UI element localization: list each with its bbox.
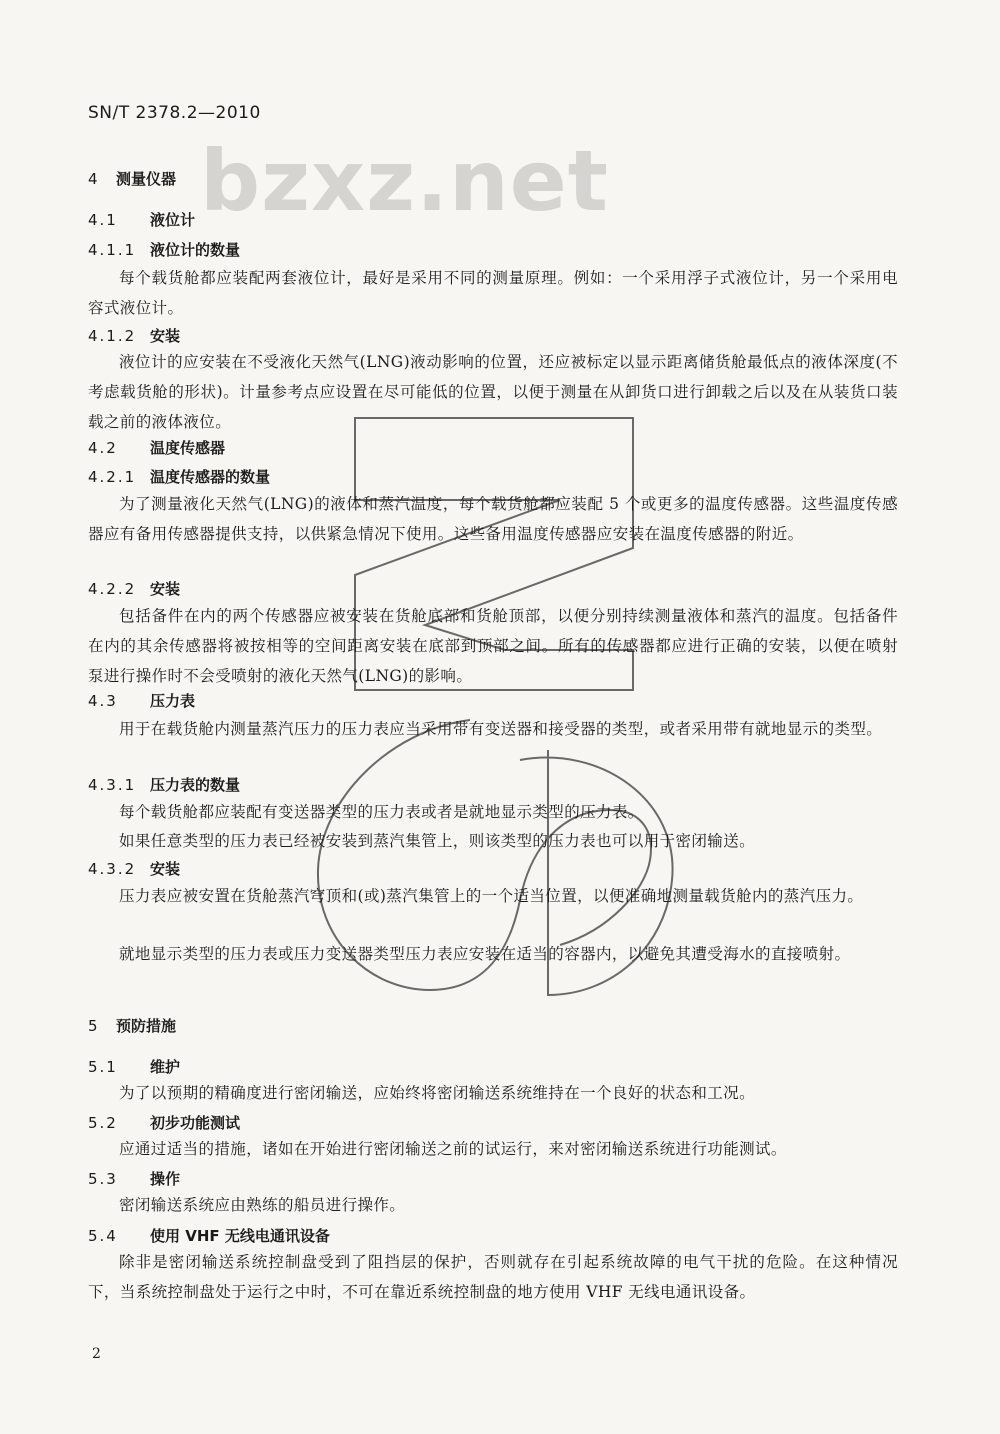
section-4-1-2-heading xyxy=(88,325,180,346)
paragraph-4-2-2: 包括备件在内的两个传感器应被安装在货舱底部和货舱顶部，以便分别持续测量液体和蒸汽的温度。包括备件在内的其余传感器将被按相等的空间距离安装在底部到顶部之间。所有的传感器都应进行正确的安装，以便在喷射泵进行操作时不会受喷射的液化天然气(LNG)的影响。 xyxy=(88,607,898,685)
paragraph-5-2: 应通过适当的措施，诸如在开始进行密闭输送之前的试运行，来对密闭输送系统进行功能测试。 xyxy=(119,1140,787,1158)
section-4-3-2-heading xyxy=(88,858,180,879)
section-number: 4.1.1 xyxy=(88,241,137,259)
section-title: 安装 xyxy=(150,860,181,878)
standard-code: SN/T 2378.2—2010 xyxy=(88,103,261,123)
paragraph-4-3-2b: 就地显示类型的压力表或压力变送器类型压力表应安装在适当的容器内，以避免其遭受海水的直接喷射。 xyxy=(119,945,851,963)
paragraph-4-1-2: 液位计的应安装在不受液化天然气(LNG)液动影响的位置，还应被标定以显示距离储货舱最低点的液体深度(不考虑载货舱的形状)。计量参考点应设置在尽可能低的位置，以便于测量在从卸货口进行卸载之后以及在从装货口装载之前的液体液位。 xyxy=(88,353,898,431)
section-number: 5.1 xyxy=(88,1058,118,1076)
section-4-1-1-heading xyxy=(88,239,240,260)
section-number: 4.3 xyxy=(88,692,118,710)
section-5-2-heading xyxy=(88,1112,240,1133)
section-4-2-heading xyxy=(88,437,225,458)
section-number: 5.4 xyxy=(88,1227,118,1245)
section-title: 温度传感器 xyxy=(150,439,226,457)
paragraph-4-3-2a: 压力表应被安置在货舱蒸汽穹顶和(或)蒸汽集管上的一个适当位置，以便准确地测量载货舱内的蒸汽压力。 xyxy=(119,887,864,905)
section-title: 安装 xyxy=(150,327,181,345)
paragraph-4-1-1: 每个载货舱都应装配两套液位计，最好是采用不同的测量原理。例如：一个采用浮子式液位计，另一个采用电容式液位计。 xyxy=(88,269,898,317)
section-number: 4.3.2 xyxy=(88,860,137,878)
paragraph-4-3-1b: 如果任意类型的压力表已经被安装到蒸汽集管上，则该类型的压力表也可以用于密闭输送。 xyxy=(119,832,756,850)
section-title: 使用 VHF 无线电通讯设备 xyxy=(150,1227,330,1245)
section-5-3-heading xyxy=(88,1168,180,1189)
section-4-2-1-heading xyxy=(88,466,270,487)
section-4-heading xyxy=(88,168,176,189)
section-4-3-1-heading xyxy=(88,774,240,795)
page-number: 2 xyxy=(92,1346,101,1362)
section-title: 初步功能测试 xyxy=(150,1114,241,1132)
section-number: 5.2 xyxy=(88,1114,118,1132)
section-number: 4.2.1 xyxy=(88,468,137,486)
paragraph-5-4: 除非是密闭输送系统控制盘受到了阻挡层的保护，否则就存在引起系统故障的电气干扰的危险。在这种情况下，当系统控制盘处于运行之中时，不可在靠近系统控制盘的地方使用 VHF 无线电通讯设备。 xyxy=(88,1253,898,1301)
section-5-4-heading xyxy=(88,1225,330,1246)
section-title: 测量仪器 xyxy=(116,170,177,188)
section-number: 4.1.2 xyxy=(88,327,137,345)
paragraph-5-1: 为了以预期的精确度进行密闭输送，应始终将密闭输送系统维持在一个良好的状态和工况。 xyxy=(119,1084,756,1102)
section-title: 预防措施 xyxy=(116,1017,177,1035)
section-number: 4.1 xyxy=(88,211,118,229)
watermark: bzxz.net xyxy=(200,132,609,230)
paragraph-5-3: 密闭输送系统应由熟练的船员进行操作。 xyxy=(119,1196,406,1214)
section-number: 5.3 xyxy=(88,1170,118,1188)
section-number: 4.2 xyxy=(88,439,118,457)
section-title: 维护 xyxy=(150,1058,181,1076)
section-4-2-2-heading xyxy=(88,578,180,599)
section-5-1-heading xyxy=(88,1056,180,1077)
section-title: 压力表的数量 xyxy=(150,776,241,794)
section-number: 4.2.2 xyxy=(88,580,137,598)
section-title: 温度传感器的数量 xyxy=(150,468,271,486)
section-number: 4 xyxy=(88,170,100,188)
section-title: 液位计的数量 xyxy=(150,241,241,259)
section-title: 操作 xyxy=(150,1170,181,1188)
paragraph-4-3-1a: 每个载货舱都应装配有变送器类型的压力表或者是就地显示类型的压力表。 xyxy=(119,803,644,821)
paragraph-4-2-1: 为了测量液化天然气(LNG)的液体和蒸汽温度，每个载货舱都应装配 5 个或更多的温度传感器。这些温度传感器应有备用传感器提供支持，以供紧急情况下使用。这些备用温度传感器应安装在温度传感器的附近。 xyxy=(88,495,898,543)
section-number: 4.3.1 xyxy=(88,776,137,794)
section-4-1-heading xyxy=(88,209,195,230)
section-5-heading xyxy=(88,1015,176,1036)
section-title: 压力表 xyxy=(150,692,196,710)
section-title: 液位计 xyxy=(150,211,196,229)
section-number: 5 xyxy=(88,1017,100,1035)
section-title: 安装 xyxy=(150,580,181,598)
section-4-3-heading xyxy=(88,690,195,711)
paragraph-4-3: 用于在载货舱内测量蒸汽压力的压力表应当采用带有变送器和接受器的类型，或者采用带有就地显示的类型。 xyxy=(119,720,883,738)
